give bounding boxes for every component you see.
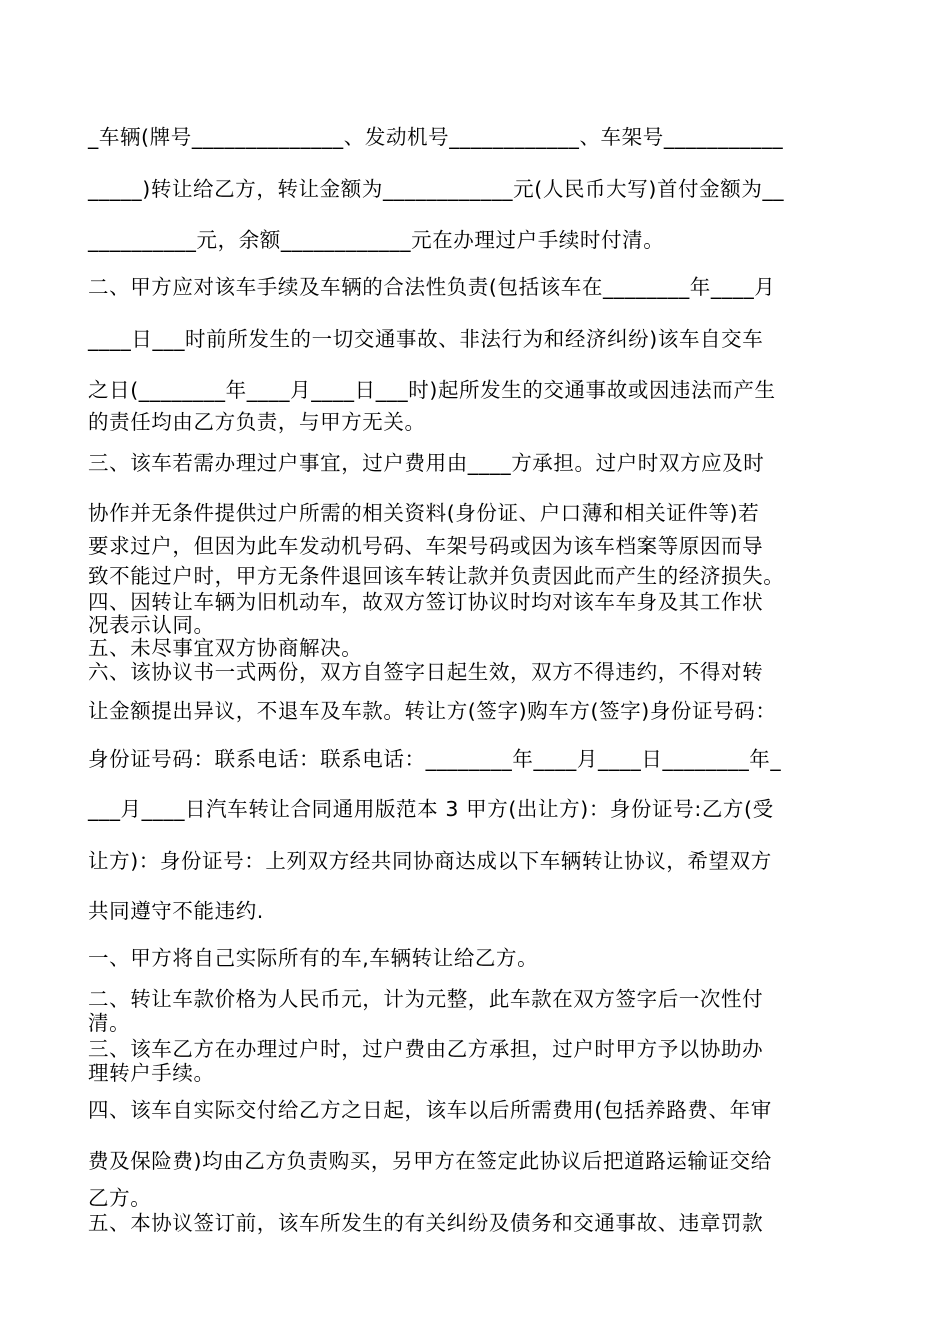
text-line: 三、该车若需办理过户事宜，过户费用由____方承担。过户时双方应及时 <box>88 451 765 475</box>
text-line: 让金额提出异议，不退车及车款。转让方(签字)购车方(签字)身份证号码： <box>88 699 777 723</box>
text-line: 理转户手续。 <box>88 1061 215 1085</box>
text-line: 况表示认同。 <box>88 613 215 637</box>
text-line: 三、该车乙方在办理过户时，过户费由乙方承担，过户时甲方予以协助办 <box>88 1037 764 1061</box>
text-line: 二、转让车款价格为人民币元，计为元整，此车款在双方签字后一次性付 <box>88 987 764 1011</box>
text-line: 四、该车自实际交付给乙方之日起，该车以后所需费用(包括养路费、年审 <box>88 1098 772 1122</box>
text-line: 协作并无条件提供过户所需的相关资料(身份证、户口薄和相关证件等)若 <box>88 501 760 525</box>
text-line: 五、未尽事宜双方协商解决。 <box>88 636 363 660</box>
text-line: ____日___时前所发生的一切交通事故、非法行为和经济纠纷)该车自交车 <box>88 327 764 351</box>
text-line: ___月____日汽车转让合同通用版范本 3 甲方(出让方)：身份证号:乙方(受 <box>88 797 774 821</box>
text-line: 让方)：身份证号：上列双方经共同协商达成以下车辆转让协议，希望双方 <box>88 849 772 873</box>
text-line: _____)转让给乙方，转让金额为____________元(人民币大写)首付金额为__ <box>88 177 785 201</box>
text-line: 二、甲方应对该车手续及车辆的合法性负责(包括该车在________年____月 <box>88 275 776 299</box>
text-line: _车辆(牌号______________、发动机号____________、车架号___________ <box>88 125 784 149</box>
text-line: __________元，余额____________元在办理过户手续时付清。 <box>88 228 665 252</box>
text-line: 清。 <box>88 1011 131 1035</box>
text-line: 六、该协议书一式两份，双方自签字日起生效，双方不得违约，不得对转 <box>88 660 764 684</box>
text-line: 的责任均由乙方负责，与甲方无关。 <box>88 410 426 434</box>
text-line: 乙方。 <box>88 1186 152 1210</box>
text-line: 共同遵守不能违约. <box>88 899 264 923</box>
text-line: 费及保险费)均由乙方负责购买，另甲方在签定此协议后把道路运输证交给 <box>88 1149 772 1173</box>
text-line: 四、因转让车辆为旧机动车，故双方签订协议时均对该车车身及其工作状 <box>88 590 764 614</box>
text-line: 身份证号码：联系电话：联系电话：________年____月____日________年_ <box>88 747 782 771</box>
text-line: 要求过户，但因为此车发动机号码、车架号码或因为该车档案等原因而导 <box>88 534 764 558</box>
text-line: 一、甲方将自己实际所有的车,车辆转让给乙方。 <box>88 946 539 970</box>
text-line: 五、本协议签订前，该车所发生的有关纠纷及债务和交通事故、违章罚款 <box>88 1211 764 1235</box>
text-line: 致不能过户时，甲方无条件退回该车转让款并负责因此而产生的经济损失。 <box>88 564 785 588</box>
text-line: 之日(________年____月____日___时)起所发生的交通事故或因违法而产生 <box>88 378 776 402</box>
